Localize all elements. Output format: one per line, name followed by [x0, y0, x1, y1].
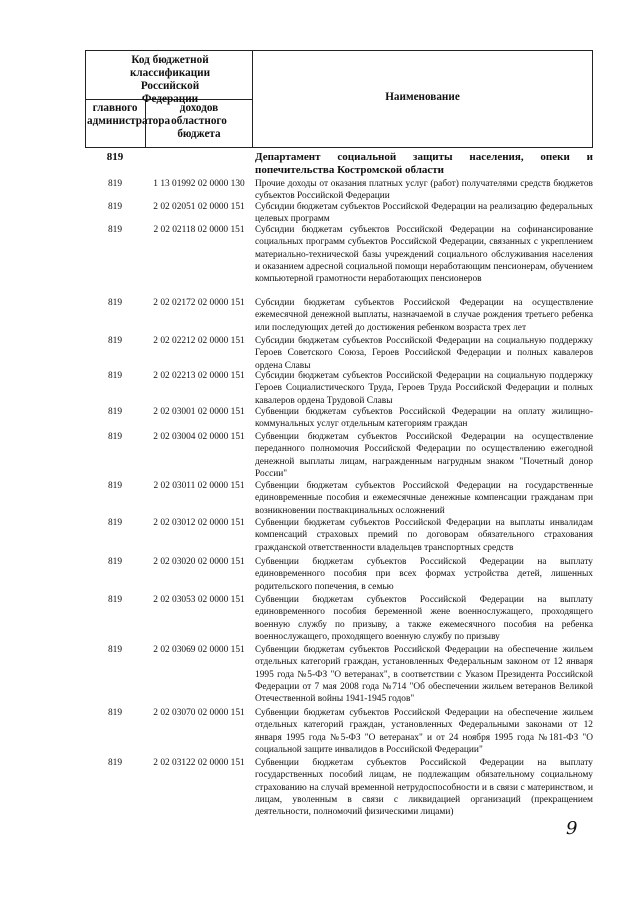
header-name-label: Наименование	[385, 91, 460, 103]
admin-code: 819	[107, 708, 123, 718]
department-admin-code: 819	[106, 151, 124, 163]
income-name: Субвенции бюджетам субъектов Российской Федерации на выплату единовременного пособия беременной жене военнослужащего, проходящего военную службу по призыву, а также ежемесячного пособия на ребенка военнослужащего, проходящего военную службу по призыву	[255, 595, 593, 642]
income-name: Прочие доходы от оказания платных услуг (работ) получателями средств бюджетов субъектов Российской Федерации	[255, 179, 593, 202]
income-code: 1 13 01992 02 0000 130	[153, 179, 245, 189]
income-code: 2 02 03004 02 0000 151	[153, 432, 245, 442]
income-name: Субвенции бюджетам субъектов Российской Федерации на обеспечение жильем отдельных категорий граждан, установленных Федеральным законом от 12 января 1995 года №5-ФЗ "О ветеранах", в соответствии с Указом Президента Российской Федерации от 7 мая 2008 года №714 "Об обеспечении жильем ветеранов Великой Отечественной войны 1941-1945 годов"	[255, 645, 593, 705]
admin-code: 819	[107, 407, 123, 417]
income-name: Субвенции бюджетам субъектов Российской Федерации на осуществление переданного полномочия Российской Федерации по осуществлению ежегодной денежной выплаты лицам, награжденным нагрудным знаком "Почетный донор России"	[255, 432, 593, 479]
income-code: 2 02 02213 02 0000 151	[153, 371, 245, 381]
income-name: Субвенции бюджетам субъектов Российской Федерации на государственные единовременные пособия и ежемесячные денежные компенсации гражданам при возникновении поствакцинальных осложнений	[255, 481, 593, 516]
income-code: 2 02 02172 02 0000 151	[153, 298, 245, 308]
department-name: Департамент социальной защиты населения, опеки и попечительства Костромской области	[255, 151, 593, 176]
admin-code: 819	[107, 481, 123, 491]
income-name: Субвенции бюджетам субъектов Российской Федерации на выплаты инвалидам компенсаций страховых премий по договорам обязательного страхования гражданской ответственности владельцев транспортных средств	[255, 518, 593, 553]
income-code: 2 02 02051 02 0000 151	[153, 202, 245, 212]
admin-code: 819	[107, 298, 123, 308]
header-admin-label: главного администратора	[87, 102, 171, 127]
admin-code: 819	[107, 179, 123, 189]
income-name: Субвенции бюджетам субъектов Российской Федерации на выплату государственных пособий лицам, не подлежащим обязательному социальному страхованию на случай временной нетрудоспособности и в связи с материнством, и лицам, уволенным в связи с ликвидацией организаций (прекращением деятельности, полномочий физическими лицами)	[255, 758, 593, 818]
income-code: 2 02 03122 02 0000 151	[153, 758, 245, 768]
income-code: 2 02 03001 02 0000 151	[153, 407, 245, 417]
income-name: Субвенции бюджетам субъектов Российской Федерации на выплату единовременного пособия при всех формах устройства детей, лишенных родительского попечения, в семью	[255, 557, 593, 592]
header-code-group-label: Код бюджетной классификации Российской Федерации	[129, 54, 211, 105]
admin-code: 819	[107, 371, 123, 381]
income-name: Субсидии бюджетам субъектов Российской Федерации на осуществление ежемесячной денежной выплаты, назначаемой в случае рождения третьего ребенка или последующих детей до достижения ребенком возраста трех лет	[255, 298, 593, 333]
admin-code: 819	[107, 758, 123, 768]
admin-code: 819	[107, 432, 123, 442]
page-number: 9	[566, 818, 578, 839]
income-code: 2 02 02212 02 0000 151	[153, 336, 245, 346]
income-code: 2 02 03020 02 0000 151	[153, 557, 245, 567]
admin-code: 819	[107, 645, 123, 655]
header-income-label: доходов областного бюджета	[171, 102, 227, 140]
admin-code: 819	[107, 557, 123, 567]
income-code: 2 02 03053 02 0000 151	[153, 595, 245, 605]
income-code: 2 02 03070 02 0000 151	[153, 708, 245, 718]
income-name: Субвенции бюджетам субъектов Российской Федерации на обеспечение жильем отдельных категорий граждан, установленных Федеральными законами от 12 января 1995 года №5-ФЗ "О ветеранах" и от 24 ноября 1995 года №181-ФЗ "О социальной защите инвалидов в Российской Федерации"	[255, 708, 593, 755]
income-name: Субсидии бюджетам субъектов Российской Федерации на реализацию федеральных целевых программ	[255, 202, 593, 225]
admin-code: 819	[107, 518, 123, 528]
income-name: Субсидии бюджетам субъектов Российской Федерации на софинансирование социальных программ субъектов Российской Федерации, связанных с укреплением материально-технической базы учреждений социального обслуживания населения и оказанием адресной социальной помощи неработающим пенсионерам, обучением компьютерной грамотности неработающих пенсионеров	[255, 225, 593, 285]
income-code: 2 02 03011 02 0000 151	[153, 481, 245, 491]
income-name: Субсидии бюджетам субъектов Российской Федерации на социальную поддержку Героев Советского Союза, Героев Российской Федерации и полных кавалеров ордена Славы	[255, 336, 593, 371]
income-code: 2 02 03069 02 0000 151	[153, 645, 245, 655]
admin-code: 819	[107, 336, 123, 346]
income-code: 2 02 03012 02 0000 151	[153, 518, 245, 528]
admin-code: 819	[107, 595, 123, 605]
admin-code: 819	[107, 225, 123, 235]
income-name: Субсидии бюджетам субъектов Российской Федерации на социальную поддержку Героев Социалистического Труда, Героев Труда Российской Федерации и полных кавалеров ордена Трудовой Славы	[255, 371, 593, 406]
income-code: 2 02 02118 02 0000 151	[153, 225, 245, 235]
table-header	[85, 50, 593, 148]
admin-code: 819	[107, 202, 123, 212]
income-name: Субвенции бюджетам субъектов Российской Федерации на оплату жилищно-коммунальных услуг отдельным категориям граждан	[255, 407, 593, 430]
